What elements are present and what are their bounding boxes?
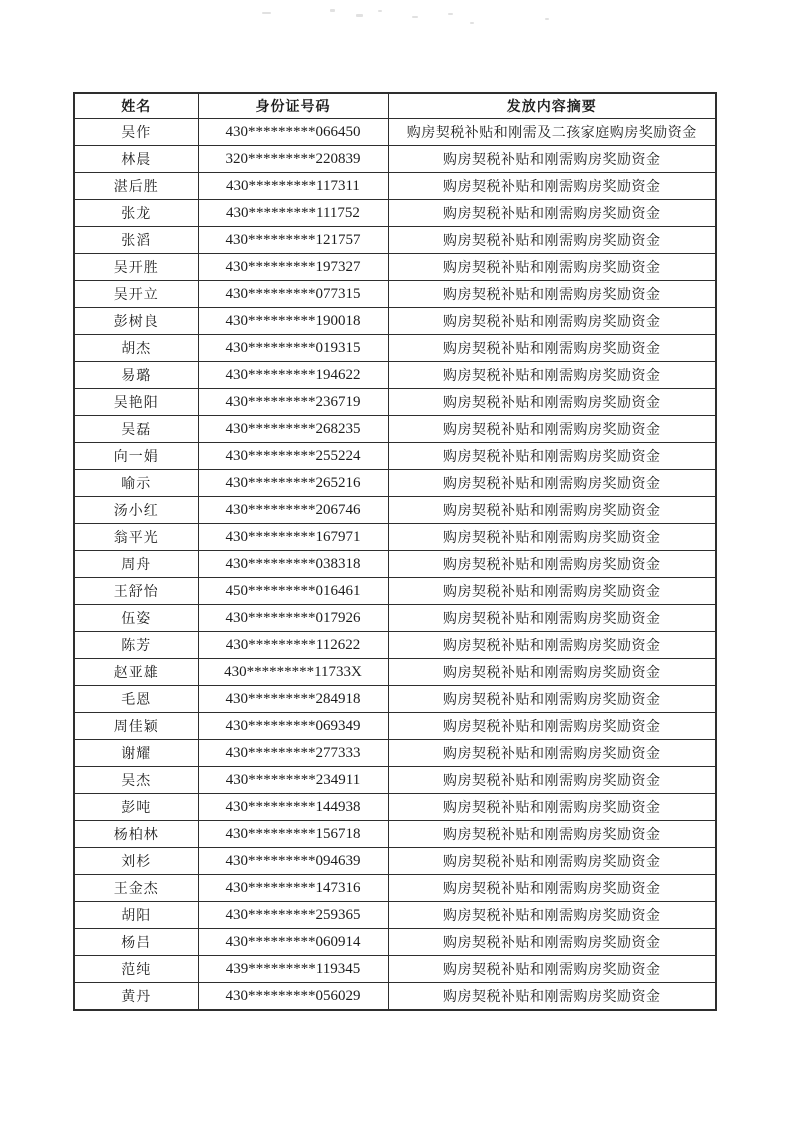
cell-summary: 购房契税补贴和刚需购房奖励资金 xyxy=(388,362,716,389)
cell-summary: 购房契税补贴和刚需购房奖励资金 xyxy=(388,821,716,848)
cell-summary: 购房契税补贴和刚需购房奖励资金 xyxy=(388,848,716,875)
cell-name: 刘杉 xyxy=(74,848,198,875)
cell-id: 430*********265216 xyxy=(198,470,388,497)
cell-summary: 购房契税补贴和刚需购房奖励资金 xyxy=(388,605,716,632)
table-row xyxy=(74,497,716,524)
cell-id: 430*********144938 xyxy=(198,794,388,821)
table-row xyxy=(74,173,716,200)
cell-name: 向一娟 xyxy=(74,443,198,470)
cell-name: 张龙 xyxy=(74,200,198,227)
table-row xyxy=(74,632,716,659)
cell-id: 430*********167971 xyxy=(198,524,388,551)
header-id: 身份证号码 xyxy=(198,93,388,119)
table-row xyxy=(74,767,716,794)
cell-id: 430*********190018 xyxy=(198,308,388,335)
cell-summary: 购房契税补贴和刚需购房奖励资金 xyxy=(388,389,716,416)
table-body xyxy=(74,119,716,1011)
cell-name: 周佳颖 xyxy=(74,713,198,740)
cell-name: 杨柏林 xyxy=(74,821,198,848)
cell-name: 赵亚雄 xyxy=(74,659,198,686)
cell-id: 430*********017926 xyxy=(198,605,388,632)
cell-id: 430*********194622 xyxy=(198,362,388,389)
table-row xyxy=(74,740,716,767)
table-row xyxy=(74,281,716,308)
table-row xyxy=(74,416,716,443)
table-row xyxy=(74,848,716,875)
table-header xyxy=(74,93,716,119)
cell-summary: 购房契税补贴和刚需购房奖励资金 xyxy=(388,875,716,902)
cell-summary: 购房契税补贴和刚需购房奖励资金 xyxy=(388,443,716,470)
table-row xyxy=(74,956,716,983)
table-row xyxy=(74,983,716,1011)
cell-summary: 购房契税补贴和刚需购房奖励资金 xyxy=(388,632,716,659)
cell-summary: 购房契税补贴和刚需购房奖励资金 xyxy=(388,200,716,227)
cell-name: 张滔 xyxy=(74,227,198,254)
cell-summary: 购房契税补贴和刚需购房奖励资金 xyxy=(388,524,716,551)
cell-id: 450*********016461 xyxy=(198,578,388,605)
header-row xyxy=(74,93,716,119)
cell-id: 430*********236719 xyxy=(198,389,388,416)
cell-summary: 购房契税补贴和刚需购房奖励资金 xyxy=(388,956,716,983)
cell-id: 430*********197327 xyxy=(198,254,388,281)
cell-name: 王舒怡 xyxy=(74,578,198,605)
grant-recipients-table xyxy=(73,92,717,1011)
table-row xyxy=(74,335,716,362)
cell-name: 湛后胜 xyxy=(74,173,198,200)
cell-name: 陈芳 xyxy=(74,632,198,659)
table-row xyxy=(74,308,716,335)
table-row xyxy=(74,605,716,632)
table-row xyxy=(74,875,716,902)
table-row xyxy=(74,389,716,416)
cell-id: 430*********234911 xyxy=(198,767,388,794)
cell-id: 430*********268235 xyxy=(198,416,388,443)
table-row xyxy=(74,362,716,389)
table-row xyxy=(74,578,716,605)
cell-name: 吴磊 xyxy=(74,416,198,443)
cell-summary: 购房契税补贴和刚需购房奖励资金 xyxy=(388,551,716,578)
header-summary: 发放内容摘要 xyxy=(388,93,716,119)
cell-summary: 购房契税补贴和刚需购房奖励资金 xyxy=(388,902,716,929)
cell-name: 彭吨 xyxy=(74,794,198,821)
cell-summary: 购房契税补贴和刚需购房奖励资金 xyxy=(388,416,716,443)
cell-name: 吴杰 xyxy=(74,767,198,794)
cell-id: 430*********121757 xyxy=(198,227,388,254)
cell-name: 吴艳阳 xyxy=(74,389,198,416)
cell-summary: 购房契税补贴和刚需购房奖励资金 xyxy=(388,767,716,794)
table-row xyxy=(74,902,716,929)
cell-summary: 购房契税补贴和刚需购房奖励资金 xyxy=(388,173,716,200)
cell-name: 吴作 xyxy=(74,119,198,146)
cell-summary: 购房契税补贴和刚需购房奖励资金 xyxy=(388,281,716,308)
table-row xyxy=(74,227,716,254)
table-row xyxy=(74,821,716,848)
cell-summary: 购房契税补贴和刚需购房奖励资金 xyxy=(388,794,716,821)
cell-name: 王金杰 xyxy=(74,875,198,902)
cell-name: 毛恩 xyxy=(74,686,198,713)
table-row xyxy=(74,443,716,470)
cell-name: 吴开胜 xyxy=(74,254,198,281)
cell-id: 430*********117311 xyxy=(198,173,388,200)
cell-name: 周舟 xyxy=(74,551,198,578)
cell-id: 430*********259365 xyxy=(198,902,388,929)
cell-id: 430*********060914 xyxy=(198,929,388,956)
cell-name: 杨吕 xyxy=(74,929,198,956)
cell-summary: 购房契税补贴和刚需购房奖励资金 xyxy=(388,308,716,335)
cell-summary: 购房契税补贴和刚需及二孩家庭购房奖励资金 xyxy=(388,119,716,146)
cell-name: 翁平光 xyxy=(74,524,198,551)
cell-id: 430*********156718 xyxy=(198,821,388,848)
table-row xyxy=(74,254,716,281)
cell-id: 320*********220839 xyxy=(198,146,388,173)
cell-summary: 购房契税补贴和刚需购房奖励资金 xyxy=(388,713,716,740)
table-row xyxy=(74,470,716,497)
header-name: 姓名 xyxy=(74,93,198,119)
cell-summary: 购房契税补贴和刚需购房奖励资金 xyxy=(388,686,716,713)
cell-id: 439*********119345 xyxy=(198,956,388,983)
cell-summary: 购房契税补贴和刚需购房奖励资金 xyxy=(388,497,716,524)
table-row xyxy=(74,524,716,551)
table-row xyxy=(74,794,716,821)
cell-name: 喻示 xyxy=(74,470,198,497)
cell-id: 430*********284918 xyxy=(198,686,388,713)
cell-name: 范纯 xyxy=(74,956,198,983)
cell-summary: 购房契税补贴和刚需购房奖励资金 xyxy=(388,254,716,281)
cell-id: 430*********206746 xyxy=(198,497,388,524)
cell-name: 胡杰 xyxy=(74,335,198,362)
table-row xyxy=(74,713,716,740)
table-row xyxy=(74,119,716,146)
cell-name: 伍姿 xyxy=(74,605,198,632)
cell-summary: 购房契税补贴和刚需购房奖励资金 xyxy=(388,578,716,605)
cell-name: 黄丹 xyxy=(74,983,198,1011)
cell-id: 430*********056029 xyxy=(198,983,388,1011)
cell-summary: 购房契税补贴和刚需购房奖励资金 xyxy=(388,146,716,173)
cell-id: 430*********069349 xyxy=(198,713,388,740)
cell-summary: 购房契税补贴和刚需购房奖励资金 xyxy=(388,983,716,1011)
cell-name: 彭树良 xyxy=(74,308,198,335)
cell-id: 430*********255224 xyxy=(198,443,388,470)
table-row xyxy=(74,659,716,686)
cell-name: 谢耀 xyxy=(74,740,198,767)
table-row xyxy=(74,551,716,578)
cell-id: 430*********077315 xyxy=(198,281,388,308)
cell-id: 430*********094639 xyxy=(198,848,388,875)
cell-id: 430*********111752 xyxy=(198,200,388,227)
cell-id: 430*********038318 xyxy=(198,551,388,578)
cell-id: 430*********066450 xyxy=(198,119,388,146)
cell-id: 430*********112622 xyxy=(198,632,388,659)
cell-summary: 购房契税补贴和刚需购房奖励资金 xyxy=(388,659,716,686)
cell-name: 易璐 xyxy=(74,362,198,389)
cell-id: 430*********147316 xyxy=(198,875,388,902)
cell-name: 吴开立 xyxy=(74,281,198,308)
table-row xyxy=(74,929,716,956)
cell-name: 汤小红 xyxy=(74,497,198,524)
table-row xyxy=(74,146,716,173)
table-row xyxy=(74,686,716,713)
cell-id: 430*********277333 xyxy=(198,740,388,767)
cell-id: 430*********11733X xyxy=(198,659,388,686)
cell-summary: 购房契税补贴和刚需购房奖励资金 xyxy=(388,740,716,767)
cell-name: 林晨 xyxy=(74,146,198,173)
cell-summary: 购房契税补贴和刚需购房奖励资金 xyxy=(388,929,716,956)
cell-summary: 购房契税补贴和刚需购房奖励资金 xyxy=(388,335,716,362)
cell-summary: 购房契税补贴和刚需购房奖励资金 xyxy=(388,227,716,254)
cell-summary: 购房契税补贴和刚需购房奖励资金 xyxy=(388,470,716,497)
cell-name: 胡阳 xyxy=(74,902,198,929)
table-row xyxy=(74,200,716,227)
cell-id: 430*********019315 xyxy=(198,335,388,362)
